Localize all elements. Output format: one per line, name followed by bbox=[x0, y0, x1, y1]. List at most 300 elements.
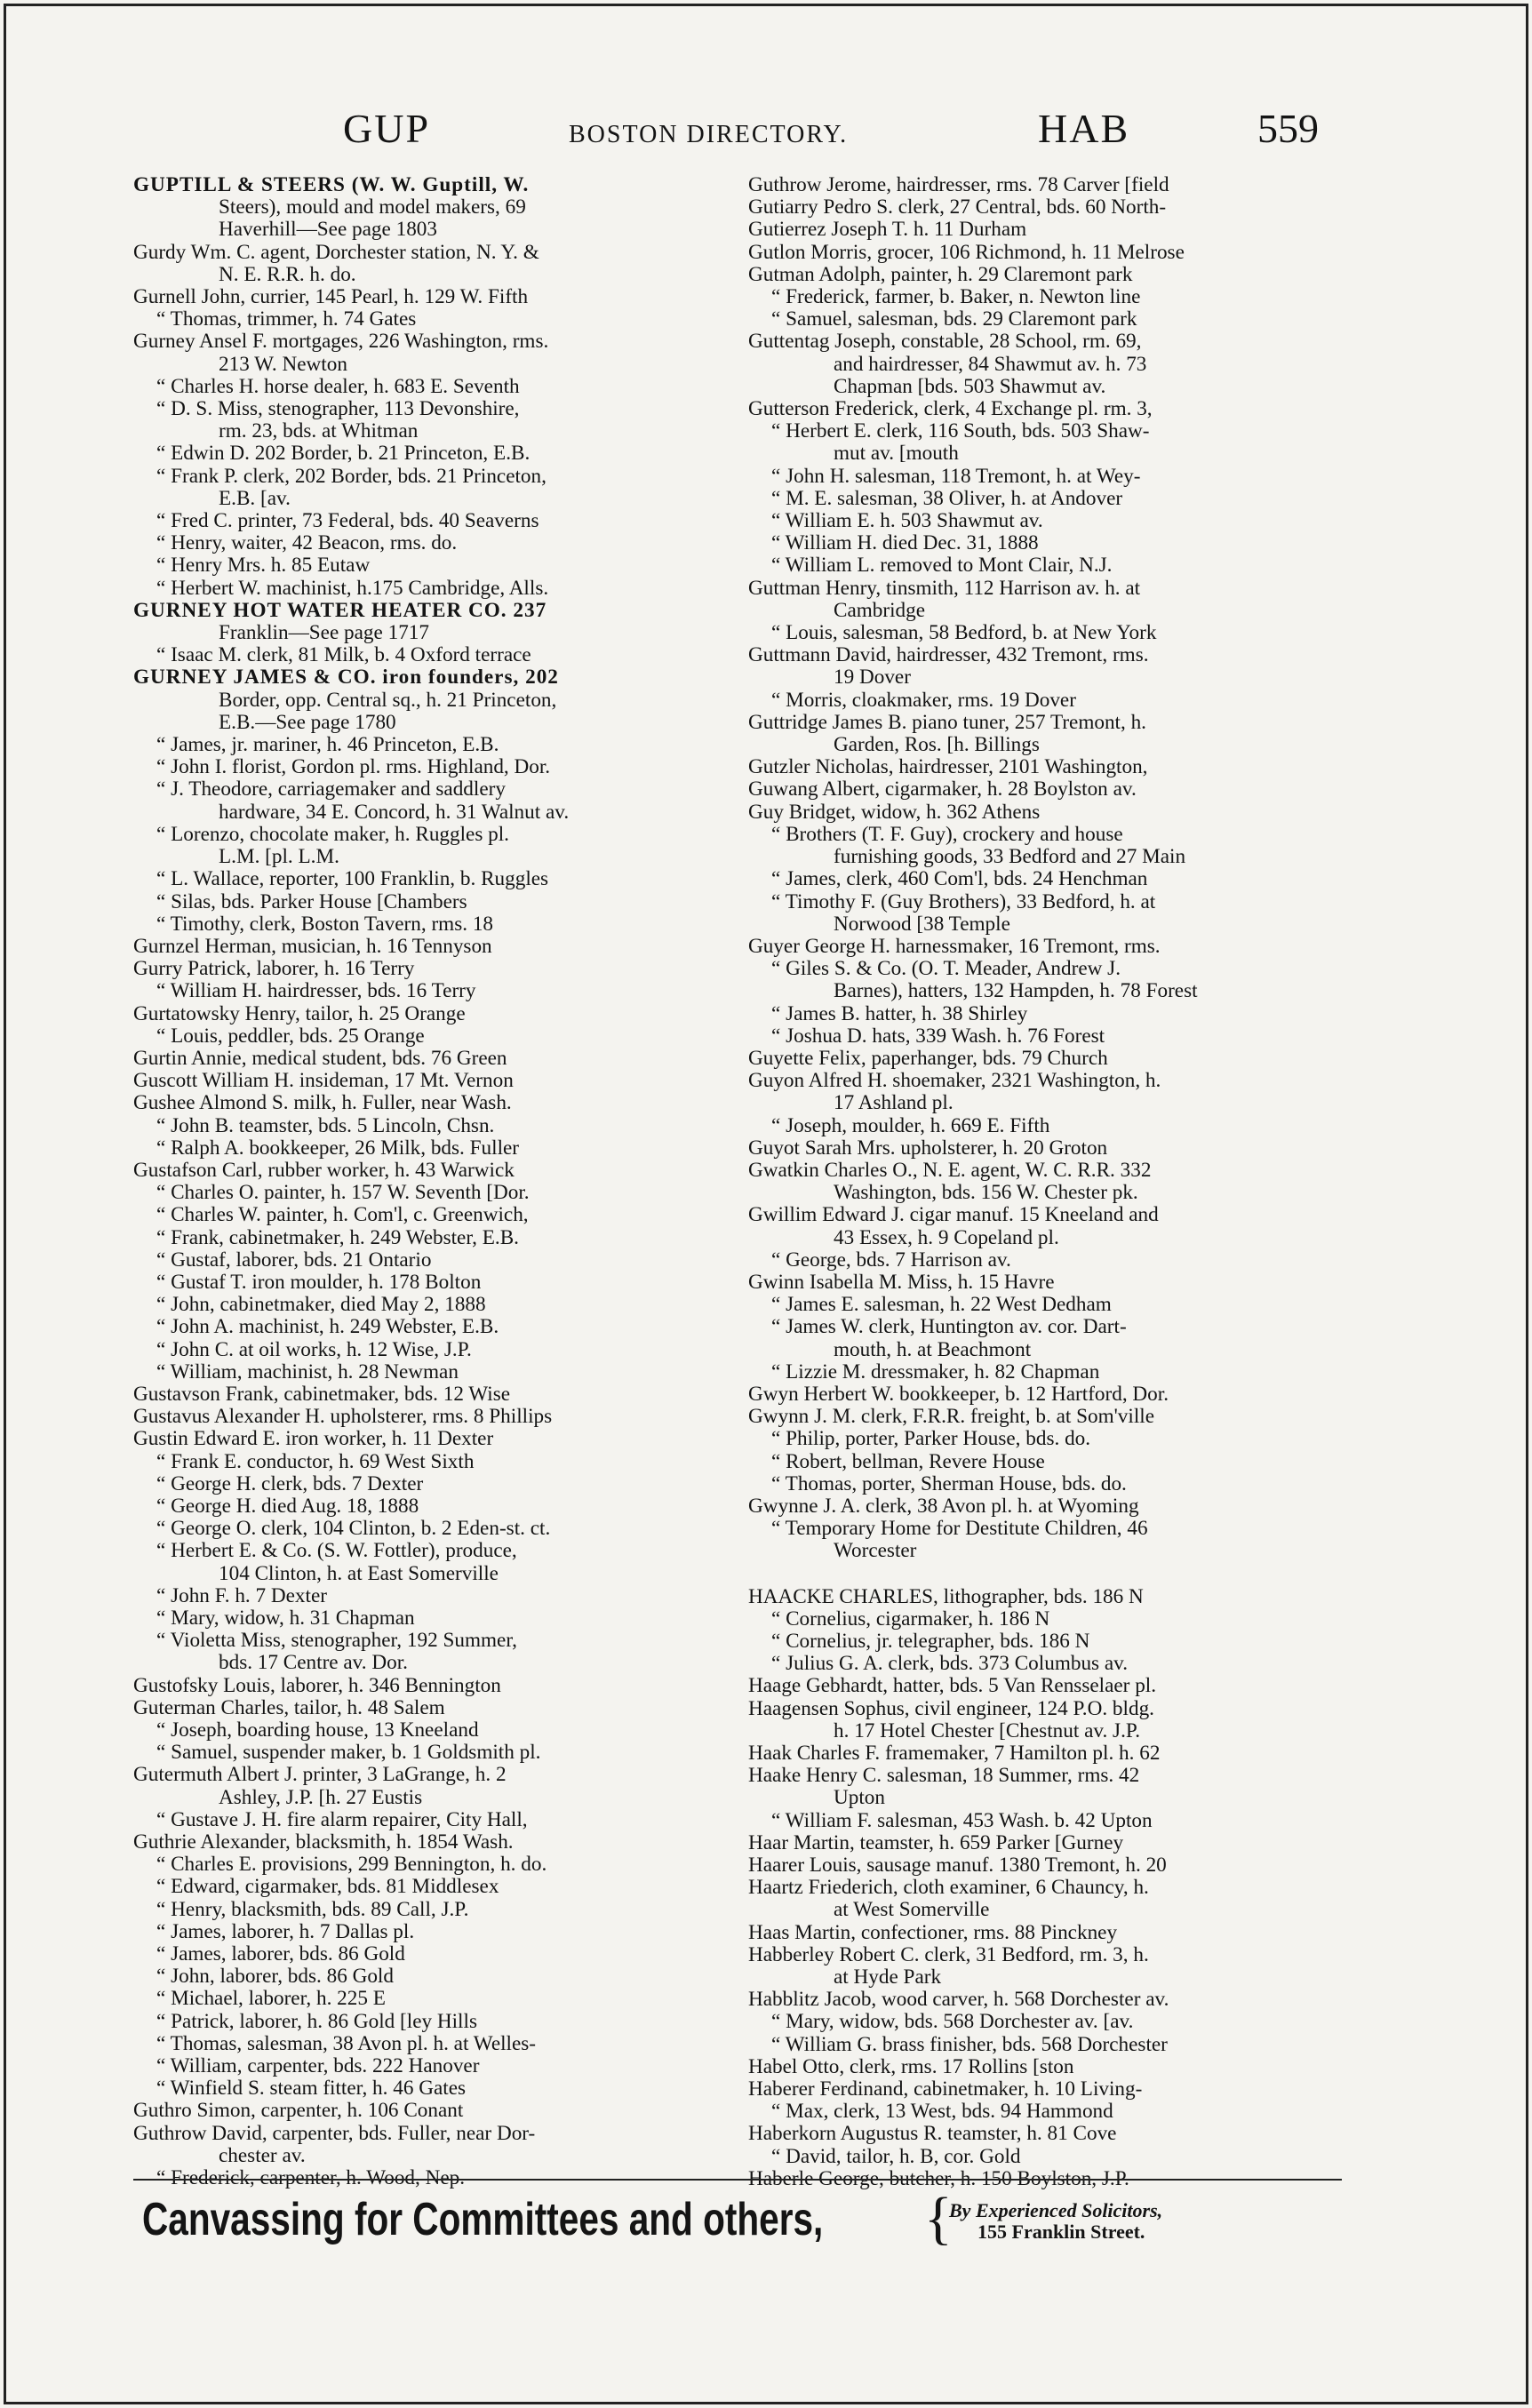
entry-line: “ John H. salesman, 118 Tremont, h. at Wey- bbox=[771, 465, 1141, 488]
entry-line: “ William, carpenter, bds. 222 Hanover bbox=[156, 2055, 480, 2078]
directory-sub-entry bbox=[133, 1137, 715, 1160]
directory-entry bbox=[133, 666, 715, 734]
directory-sub-entry bbox=[748, 488, 1330, 510]
directory-entry bbox=[748, 1495, 1330, 1518]
directory-sub-entry bbox=[133, 1182, 715, 1204]
entry-continuation-line: N. E. R.R. h. do. bbox=[219, 263, 356, 286]
entry-line: “ Cornelius, jr. telegrapher, bds. 186 N bbox=[771, 1631, 1090, 1653]
page-number: 559 bbox=[1257, 106, 1319, 151]
entry-line: Gustafson Carl, rubber worker, h. 43 Warwick bbox=[133, 1159, 515, 1182]
directory-sub-entry bbox=[748, 532, 1330, 554]
footer-advert-text: Canvassing for Committees and others, bbox=[142, 2194, 824, 2245]
entry-line: “ James W. clerk, Huntington av. cor. Dart- bbox=[771, 1316, 1127, 1339]
directory-entry bbox=[748, 778, 1330, 801]
footer-divider bbox=[133, 2179, 1342, 2181]
directory-entry bbox=[748, 398, 1330, 420]
directory-sub-entry bbox=[133, 554, 715, 577]
directory-sub-entry bbox=[133, 578, 715, 600]
entry-line: Haberle George, butcher, h. 150 Boylston, J.P. bbox=[748, 2167, 1129, 2190]
directory-sub-entry bbox=[133, 1988, 715, 2010]
directory-sub-entry bbox=[133, 1227, 715, 1249]
entry-line: “ George O. clerk, 104 Clinton, b. 2 Eden-st. ct. bbox=[156, 1518, 551, 1541]
page-header bbox=[133, 105, 1342, 158]
directory-sub-entry bbox=[133, 644, 715, 666]
entry-line: Habblitz Jacob, wood carver, h. 568 Dorchester av. bbox=[748, 1989, 1169, 2012]
directory-sub-entry bbox=[748, 1631, 1330, 1653]
entry-line: Gurdy Wm. C. agent, Dorchester station, N. Y. & bbox=[133, 241, 539, 264]
entry-line: Haake Henry C. salesman, 18 Summer, rms. 42 bbox=[748, 1765, 1140, 1788]
directory-sub-entry bbox=[748, 1518, 1330, 1562]
entry-line: “ William H. died Dec. 31, 1888 bbox=[771, 532, 1039, 555]
entry-line: “ James B. hatter, h. 38 Shirley bbox=[771, 1002, 1028, 1025]
entry-continuation-line: 19 Dover bbox=[834, 666, 911, 690]
directory-sub-entry bbox=[133, 1742, 715, 1764]
directory-entry bbox=[748, 756, 1330, 778]
entry-line: Gutlon Morris, grocer, 106 Richmond, h. 11 Melrose bbox=[748, 241, 1185, 264]
entry-line: “ Giles S. & Co. (O. T. Meader, Andrew J. bbox=[771, 958, 1121, 981]
entry-line: “ Charles E. provisions, 299 Bennington, h. do. bbox=[156, 1854, 547, 1877]
entry-line: “ Louis, peddler, bds. 25 Orange bbox=[156, 1025, 425, 1048]
entry-line: Haar Martin, teamster, h. 659 Parker [Gurney bbox=[748, 1831, 1124, 1854]
entry-line: “ Cornelius, cigarmaker, h. 186 N bbox=[771, 1607, 1050, 1631]
entry-line: Guthrie Alexander, blacksmith, h. 1854 Wash. bbox=[133, 1831, 514, 1854]
directory-sub-entry bbox=[133, 2033, 715, 2055]
entry-continuation-line: E.B.—See page 1780 bbox=[219, 711, 396, 734]
entry-line: “ Mary, widow, h. 31 Chapman bbox=[156, 1607, 415, 1630]
entry-line: Gutermuth Albert J. printer, 3 LaGrange, h. 2 bbox=[133, 1764, 507, 1787]
entry-line: “ M. E. salesman, 38 Oliver, h. at Andover bbox=[771, 487, 1123, 510]
directory-sub-entry bbox=[748, 1608, 1330, 1631]
entry-line: “ William, machinist, h. 28 Newman bbox=[156, 1360, 459, 1383]
entry-continuation-line: Haverhill—See page 1803 bbox=[219, 219, 437, 242]
directory-sub-entry bbox=[748, 891, 1330, 936]
directory-sub-entry bbox=[133, 532, 715, 554]
entry-line: “ Henry Mrs. h. 85 Eutaw bbox=[156, 554, 371, 578]
directory-sub-entry bbox=[133, 1495, 715, 1518]
entry-line: Gwynne J. A. clerk, 38 Avon pl. h. at Wyoming bbox=[748, 1495, 1139, 1518]
directory-entry bbox=[133, 1092, 715, 1114]
directory-entry bbox=[748, 196, 1330, 219]
entry-line: “ Samuel, salesman, bds. 29 Claremont park bbox=[771, 308, 1137, 331]
directory-entry bbox=[748, 331, 1330, 398]
entry-line: “ Samuel, suspender maker, b. 1 Goldsmith pl. bbox=[156, 1742, 541, 1765]
directory-sub-entry bbox=[133, 1361, 715, 1383]
directory-entry bbox=[748, 1586, 1330, 1608]
footer-brace: { bbox=[924, 2186, 953, 2251]
entry-continuation-line: Barnes), hatters, 132 Hampden, h. 78 Forest bbox=[834, 980, 1198, 1003]
directory-sub-entry bbox=[133, 756, 715, 778]
entry-line: “ Silas, bds. Parker House [Chambers bbox=[156, 890, 467, 913]
entry-line: Habel Otto, clerk, rms. 17 Rollins [ston bbox=[748, 2055, 1074, 2078]
entry-line: “ L. Wallace, reporter, 100 Franklin, b. Ruggles bbox=[156, 868, 549, 891]
entry-continuation-line: Chapman [bds. 503 Shawmut av. bbox=[834, 375, 1106, 398]
entry-line: Gwatkin Charles O., N. E. agent, W. C. R.R. 332 bbox=[748, 1159, 1152, 1182]
directory-entry bbox=[133, 1831, 715, 1854]
entry-line: Gwinn Isabella M. Miss, h. 15 Havre bbox=[748, 1271, 1055, 1294]
entry-continuation-line: Border, opp. Central sq., h. 21 Princeton, bbox=[219, 689, 557, 712]
entry-continuation-line: Franklin—See page 1717 bbox=[219, 622, 429, 645]
directory-entry bbox=[133, 286, 715, 308]
directory-entry bbox=[133, 1406, 715, 1428]
entry-continuation-line: h. 17 Hotel Chester [Chestnut av. J.P. bbox=[834, 1719, 1140, 1742]
entry-line: Guttmann David, hairdresser, 432 Tremont, rms. bbox=[748, 644, 1149, 667]
directory-sub-entry bbox=[748, 1428, 1330, 1450]
entry-line: Guterman Charles, tailor, h. 48 Salem bbox=[133, 1696, 445, 1719]
entry-line: “ William H. hairdresser, bds. 16 Terry bbox=[156, 980, 476, 1003]
entry-line: “ William G. brass finisher, bds. 568 Dorchester bbox=[771, 2033, 1168, 2056]
directory-entry bbox=[133, 1383, 715, 1406]
directory-sub-entry bbox=[748, 1249, 1330, 1272]
entry-line: Gurtin Annie, medical student, bds. 76 Green bbox=[133, 1047, 507, 1070]
entry-continuation-line: Cambridge bbox=[834, 599, 926, 622]
entry-line: “ William E. h. 503 Shawmut av. bbox=[771, 510, 1043, 533]
directory-sub-entry bbox=[748, 286, 1330, 308]
directory-sub-entry bbox=[133, 1540, 715, 1584]
entry-line: “ Edward, cigarmaker, bds. 81 Middlesex bbox=[156, 1876, 499, 1899]
directory-entry bbox=[133, 1764, 715, 1808]
entry-line: “ Timothy, clerk, Boston Tavern, rms. 18 bbox=[156, 913, 494, 936]
directory-entry bbox=[748, 801, 1330, 824]
entry-line: Gwynn J. M. clerk, F.R.R. freight, b. at Som'ville bbox=[748, 1406, 1155, 1429]
entry-line: Guttman Henry, tinsmith, 112 Harrison av. h. at bbox=[748, 577, 1141, 600]
entry-line: “ J. Theodore, carriagemaker and saddlery bbox=[156, 778, 506, 801]
directory-sub-entry bbox=[133, 1585, 715, 1607]
entry-line: “ Gustave J. H. fire alarm repairer, City Hall, bbox=[156, 1808, 528, 1831]
left-column bbox=[133, 174, 715, 2189]
directory-sub-entry bbox=[133, 1294, 715, 1316]
directory-sub-entry bbox=[133, 1518, 715, 1540]
directory-entry bbox=[133, 1048, 715, 1070]
entry-line: “ John I. florist, Gordon pl. rms. Highland, Dor. bbox=[156, 756, 551, 779]
directory-sub-entry bbox=[133, 1876, 715, 1898]
entry-line: “ John, laborer, bds. 86 Gold bbox=[156, 1965, 394, 1989]
entry-line: Haak Charles F. framemaker, 7 Hamilton pl. h. 62 bbox=[748, 1742, 1161, 1766]
entry-line: “ Max, clerk, 13 West, bds. 94 Hammond bbox=[771, 2101, 1113, 2124]
entry-line: Gurnzel Herman, musician, h. 16 Tennyson bbox=[133, 935, 492, 958]
entry-line: “ Mary, widow, bds. 568 Dorchester av. [av. bbox=[771, 2011, 1134, 2034]
directory-sub-entry bbox=[748, 958, 1330, 1002]
entry-line: GURNEY JAMES & CO. iron founders, 202 bbox=[133, 666, 559, 690]
directory-entry bbox=[748, 1048, 1330, 1070]
entry-line: “ William F. salesman, 453 Wash. b. 42 Upton bbox=[771, 1809, 1153, 1832]
directory-entry bbox=[748, 1989, 1330, 2011]
entry-continuation-line: mut av. [mouth bbox=[834, 443, 959, 466]
entry-line: “ John, cabinetmaker, died May 2, 1888 bbox=[156, 1294, 486, 1317]
entry-line: Haagensen Sophus, civil engineer, 124 P.O. bldg. bbox=[748, 1697, 1154, 1720]
directory-sub-entry bbox=[133, 1607, 715, 1630]
entry-continuation-line: mouth, h. at Beachmont bbox=[834, 1338, 1032, 1361]
directory-entry bbox=[748, 1765, 1330, 1809]
directory-sub-entry bbox=[748, 2034, 1330, 2056]
entry-line: “ D. S. Miss, stenographer, 113 Devonshire, bbox=[156, 398, 520, 421]
directory-entry bbox=[133, 242, 715, 286]
directory-sub-entry bbox=[133, 1719, 715, 1742]
directory-entry bbox=[748, 1877, 1330, 1921]
directory-sub-entry bbox=[133, 1339, 715, 1361]
directory-entry bbox=[748, 1070, 1330, 1114]
directory-entry bbox=[133, 958, 715, 980]
directory-sub-entry bbox=[748, 554, 1330, 577]
entry-line: “ Violetta Miss, stenographer, 192 Summer, bbox=[156, 1630, 517, 1653]
entry-line: “ Frank P. clerk, 202 Border, bds. 21 Princeton, bbox=[156, 465, 547, 488]
entry-continuation-line: Norwood [38 Temple bbox=[834, 913, 1010, 936]
directory-sub-entry bbox=[748, 622, 1330, 644]
entry-line: Gustin Edward E. iron worker, h. 11 Dexter bbox=[133, 1428, 494, 1451]
entry-line: Gutiarry Pedro S. clerk, 27 Central, bds. 60 North- bbox=[748, 196, 1167, 219]
directory-entry bbox=[748, 1742, 1330, 1765]
directory-sub-entry bbox=[748, 2011, 1330, 2033]
directory-sub-entry bbox=[133, 466, 715, 510]
directory-sub-entry bbox=[748, 2101, 1330, 2123]
directory-sub-entry bbox=[133, 824, 715, 868]
directory-sub-entry bbox=[133, 443, 715, 465]
directory-sub-entry bbox=[748, 1316, 1330, 1360]
directory-sub-entry bbox=[748, 1115, 1330, 1137]
entry-line: Gurtatowsky Henry, tailor, h. 25 Orange bbox=[133, 1002, 466, 1025]
entry-line: “ Henry, waiter, 42 Beacon, rms. do. bbox=[156, 532, 458, 555]
entry-continuation-line: at West Somerville bbox=[834, 1899, 990, 1922]
entry-line: “ Temporary Home for Destitute Children, 46 bbox=[771, 1518, 1148, 1541]
entry-continuation-line: L.M. [pl. L.M. bbox=[219, 846, 339, 869]
entry-line: Gutzler Nicholas, hairdresser, 2101 Washington, bbox=[748, 756, 1148, 779]
directory-sub-entry bbox=[133, 1630, 715, 1674]
directory-entry bbox=[748, 2123, 1330, 2145]
entry-line: “ Edwin D. 202 Border, b. 21 Princeton, E.B. bbox=[156, 443, 531, 466]
directory-sub-entry bbox=[133, 1921, 715, 1943]
entry-line: Guttentag Joseph, constable, 28 School, rm. 69, bbox=[748, 331, 1142, 354]
entry-line: “ David, tailor, h. B, cor. Gold bbox=[771, 2145, 1021, 2168]
entry-line: “ Patrick, laborer, h. 86 Gold [ley Hills bbox=[156, 2010, 477, 2033]
entry-line: Haas Martin, confectioner, rms. 88 Pinckney bbox=[748, 1921, 1118, 1944]
entry-line: “ Thomas, trimmer, h. 74 Gates bbox=[156, 308, 417, 331]
entry-line: “ Herbert W. machinist, h.175 Cambridge, Alls. bbox=[156, 577, 549, 600]
directory-sub-entry bbox=[133, 2011, 715, 2033]
entry-line: “ Fred C. printer, 73 Federal, bds. 40 Seaverns bbox=[156, 510, 539, 533]
entry-line: Guyette Felix, paperhanger, bds. 79 Church bbox=[748, 1047, 1108, 1070]
directory-entry bbox=[133, 1428, 715, 1450]
entry-line: “ John F. h. 7 Dexter bbox=[156, 1584, 327, 1607]
directory-sub-entry bbox=[133, 1025, 715, 1048]
footer-advert-detail bbox=[949, 2200, 1162, 2243]
directory-sub-entry bbox=[133, 398, 715, 443]
entry-line: “ Julius G. A. clerk, bds. 373 Columbus av. bbox=[771, 1653, 1129, 1676]
directory-sub-entry bbox=[133, 778, 715, 823]
directory-sub-entry bbox=[133, 2055, 715, 2077]
entry-line: “ Frederick, carpenter, h. Wood, Nep. bbox=[156, 2167, 466, 2190]
entry-continuation-line: Washington, bds. 156 W. Chester pk. bbox=[834, 1182, 1138, 1205]
entry-continuation-line: hardware, 34 E. Concord, h. 31 Walnut av. bbox=[219, 801, 570, 824]
entry-line: Gurry Patrick, laborer, h. 16 Terry bbox=[133, 958, 415, 981]
entry-line: “ Thomas, porter, Sherman House, bds. do. bbox=[771, 1472, 1127, 1495]
directory-entry bbox=[133, 1070, 715, 1092]
entry-line: Guthro Simon, carpenter, h. 106 Conant bbox=[133, 2100, 464, 2123]
footer-advert-line-1: By Experienced Solicitors, bbox=[949, 2199, 1163, 2221]
directory-entry bbox=[748, 1675, 1330, 1697]
entry-line: “ Louis, salesman, 58 Bedford, b. at New York bbox=[771, 622, 1157, 645]
directory-entry bbox=[748, 2078, 1330, 2101]
directory-sub-entry bbox=[133, 1899, 715, 1921]
entry-line: “ Isaac M. clerk, 81 Milk, b. 4 Oxford terrace bbox=[156, 644, 531, 667]
directory-sub-entry bbox=[133, 376, 715, 398]
entry-line: “ Frederick, farmer, b. Baker, n. Newton line bbox=[771, 286, 1141, 309]
entry-line: “ Gustaf T. iron moulder, h. 178 Bolton bbox=[156, 1271, 482, 1294]
directory-entry bbox=[133, 174, 715, 242]
entry-line: Guyot Sarah Mrs. upholsterer, h. 20 Groton bbox=[748, 1136, 1108, 1160]
directory-sub-entry bbox=[133, 308, 715, 331]
directory-sub-entry bbox=[133, 1204, 715, 1226]
directory-sub-entry bbox=[748, 868, 1330, 890]
entry-continuation-line: rm. 23, bds. at Whitman bbox=[219, 420, 419, 443]
header-left-guide: GUP bbox=[343, 106, 431, 151]
directory-entry bbox=[748, 2056, 1330, 2078]
entry-line: “ Lorenzo, chocolate maker, h. Ruggles pl. bbox=[156, 823, 509, 846]
entry-line: “ James E. salesman, h. 22 West Dedham bbox=[771, 1294, 1112, 1317]
entry-line: “ Thomas, salesman, 38 Avon pl. h. at Welles- bbox=[156, 2032, 537, 2055]
directory-sub-entry bbox=[748, 690, 1330, 712]
directory-sub-entry bbox=[748, 824, 1330, 868]
header-title: BOSTON DIRECTORY. bbox=[569, 121, 849, 148]
entry-line: Haberkorn Augustus R. teamster, h. 81 Cove bbox=[748, 2123, 1117, 2146]
entry-continuation-line: Garden, Ros. [h. Billings bbox=[834, 734, 1040, 757]
entry-line: Guttridge James B. piano tuner, 257 Tremont, h. bbox=[748, 711, 1146, 734]
directory-entry bbox=[748, 936, 1330, 958]
directory-sub-entry bbox=[748, 420, 1330, 465]
entry-line: Gutman Adolph, painter, h. 29 Claremont park bbox=[748, 263, 1133, 286]
entry-continuation-line: 213 W. Newton bbox=[219, 353, 347, 376]
entry-line: “ Ralph A. bookkeeper, 26 Milk, bds. Fuller bbox=[156, 1136, 520, 1160]
directory-entry bbox=[133, 331, 715, 375]
directory-sub-entry bbox=[133, 1943, 715, 1965]
directory-entry bbox=[748, 1406, 1330, 1428]
entry-line: “ William L. removed to Mont Clair, N.J. bbox=[771, 554, 1113, 578]
entry-line: Guthrow Jerome, hairdresser, rms. 78 Carver [field bbox=[748, 174, 1169, 196]
entry-line: “ Michael, laborer, h. 225 E bbox=[156, 1988, 386, 2011]
entry-line: “ Winfield S. steam fitter, h. 46 Gates bbox=[156, 2077, 467, 2101]
entry-continuation-line: Steers), mould and model makers, 69 bbox=[219, 196, 526, 219]
directory-sub-entry bbox=[748, 308, 1330, 331]
entry-line: “ Joseph, boarding house, 13 Kneeland bbox=[156, 1719, 479, 1742]
entry-continuation-line: chester av. bbox=[219, 2144, 306, 2167]
directory-sub-entry bbox=[133, 2077, 715, 2100]
directory-sub-entry bbox=[748, 1451, 1330, 1473]
entry-line: Guwang Albert, cigarmaker, h. 28 Boylston av. bbox=[748, 778, 1137, 801]
advertisement-footer bbox=[142, 2186, 1342, 2273]
entry-line: Haage Gebhardt, hatter, bds. 5 Van Rensselaer pl. bbox=[748, 1675, 1157, 1698]
entry-line: “ Gustaf, laborer, bds. 21 Ontario bbox=[156, 1248, 432, 1272]
directory-sub-entry bbox=[748, 510, 1330, 532]
entry-line: Gwillim Edward J. cigar manuf. 15 Kneeland and bbox=[748, 1204, 1159, 1227]
entry-line: HAACKE CHARLES, lithographer, bds. 186 N bbox=[748, 1585, 1144, 1608]
directory-entry bbox=[133, 1675, 715, 1697]
entry-line: “ Charles O. painter, h. 157 W. Seventh [Dor. bbox=[156, 1182, 530, 1205]
entry-line: Guthrow David, carpenter, bds. Fuller, near Dor- bbox=[133, 2122, 536, 2145]
directory-sub-entry bbox=[133, 1451, 715, 1473]
entry-line: Gurnell John, currier, 145 Pearl, h. 129 W. Fifth bbox=[133, 286, 529, 309]
directory-entry bbox=[748, 712, 1330, 756]
directory-sub-entry bbox=[748, 1653, 1330, 1675]
directory-entry bbox=[748, 264, 1330, 286]
entry-line: Guyon Alfred H. shoemaker, 2321 Washington, h. bbox=[748, 1070, 1161, 1093]
entry-line: “ Herbert E. & Co. (S. W. Fottler), produce, bbox=[156, 1540, 517, 1563]
directory-entry bbox=[748, 1854, 1330, 1877]
directory-sub-entry bbox=[748, 1003, 1330, 1025]
entry-line: Haartz Friederich, cloth examiner, 6 Chauncy, h. bbox=[748, 1877, 1149, 1900]
entry-line: “ James, laborer, bds. 86 Gold bbox=[156, 1943, 405, 1966]
directory-entry bbox=[133, 1697, 715, 1719]
entry-continuation-line: E.B. [av. bbox=[219, 487, 291, 510]
entry-line: “ Robert, bellman, Revere House bbox=[771, 1450, 1045, 1473]
directory-sub-entry bbox=[133, 1809, 715, 1831]
header-right-guide: HAB bbox=[1038, 106, 1130, 151]
directory-sub-entry bbox=[133, 1316, 715, 1338]
entry-line: Haarer Louis, sausage manuf. 1380 Tremont, h. 20 bbox=[748, 1854, 1167, 1878]
entry-continuation-line: 104 Clinton, h. at East Somerville bbox=[219, 1562, 499, 1585]
directory-entry bbox=[748, 1922, 1330, 1944]
directory-entry bbox=[748, 1272, 1330, 1294]
directory-sub-entry bbox=[133, 1115, 715, 1137]
directory-sub-entry bbox=[133, 980, 715, 1002]
entry-line: Gustavson Frank, cabinetmaker, bds. 12 Wise bbox=[133, 1383, 511, 1406]
directory-sub-entry bbox=[748, 1025, 1330, 1048]
right-column bbox=[748, 174, 1330, 2190]
entry-line: Habberley Robert C. clerk, 31 Bedford, rm. 3, h. bbox=[748, 1943, 1149, 1966]
directory-entry bbox=[133, 936, 715, 958]
entry-line: “ Herbert E. clerk, 116 South, bds. 503 Shaw- bbox=[771, 420, 1150, 443]
directory-entry bbox=[133, 600, 715, 644]
directory-entry bbox=[133, 2100, 715, 2122]
entry-line: “ Frank E. conductor, h. 69 West Sixth bbox=[156, 1450, 475, 1473]
entry-continuation-line: Ashley, J.P. [h. 27 Eustis bbox=[219, 1786, 423, 1809]
entry-continuation-line: furnishing goods, 33 Bedford and 27 Main bbox=[834, 846, 1186, 869]
directory-sub-entry bbox=[748, 1810, 1330, 1832]
directory-entry bbox=[748, 644, 1330, 689]
directory-entry bbox=[133, 2123, 715, 2167]
entry-line: “ Charles W. painter, h. Com'l, c. Greenwich, bbox=[156, 1204, 529, 1227]
entry-line: Guy Bridget, widow, h. 362 Athens bbox=[748, 801, 1041, 824]
entry-line: “ James, laborer, h. 7 Dallas pl. bbox=[156, 1920, 415, 1943]
entry-line: “ Frank, cabinetmaker, h. 249 Webster, E.B. bbox=[156, 1226, 519, 1249]
entry-line: “ John C. at oil works, h. 12 Wise, J.P. bbox=[156, 1338, 472, 1361]
entry-continuation-line: 43 Essex, h. 9 Copeland pl. bbox=[834, 1226, 1059, 1249]
directory-sub-entry bbox=[133, 1249, 715, 1272]
entry-line: “ Timothy F. (Guy Brothers), 33 Bedford, h. at bbox=[771, 890, 1156, 913]
entry-line: “ George, bds. 7 Harrison av. bbox=[771, 1248, 1011, 1272]
directory-entry bbox=[748, 1383, 1330, 1406]
entry-line: “ Morris, cloakmaker, rms. 19 Dover bbox=[771, 689, 1076, 712]
entry-line: Gutterson Frederick, clerk, 4 Exchange pl. rm. 3, bbox=[748, 398, 1153, 421]
entry-line: Gurney Ansel F. mortgages, 226 Washington, rms. bbox=[133, 331, 549, 354]
directory-entry bbox=[748, 174, 1330, 196]
directory-sub-entry bbox=[748, 466, 1330, 488]
directory-sub-entry bbox=[133, 734, 715, 756]
entry-line: “ John B. teamster, bds. 5 Lincoln, Chsn. bbox=[156, 1114, 495, 1137]
entry-line: GUPTILL & STEERS (W. W. Guptill, W. bbox=[133, 174, 530, 196]
directory-sub-entry bbox=[133, 510, 715, 532]
entry-line: “ Henry, blacksmith, bds. 89 Call, J.P. bbox=[156, 1898, 469, 1921]
entry-line: “ George H. died Aug. 18, 1888 bbox=[156, 1495, 419, 1518]
entry-continuation-line: and hairdresser, 84 Shawmut av. h. 73 bbox=[834, 353, 1147, 376]
directory-sub-entry bbox=[133, 868, 715, 890]
entry-line: “ James, jr. mariner, h. 46 Princeton, E.B. bbox=[156, 734, 499, 757]
entry-line: Gwyn Herbert W. bookkeeper, b. 12 Hartford, Dor. bbox=[748, 1383, 1169, 1406]
entry-continuation-line: bds. 17 Centre av. Dor. bbox=[219, 1652, 408, 1675]
entry-line: “ Philip, porter, Parker House, bds. do. bbox=[771, 1428, 1091, 1451]
footer-advert-line-2: 155 Franklin Street. bbox=[977, 2221, 1145, 2243]
directory-sub-entry bbox=[133, 913, 715, 936]
entry-line: “ Joseph, moulder, h. 669 E. Fifth bbox=[771, 1114, 1050, 1137]
entry-continuation-line: Worcester bbox=[834, 1540, 917, 1563]
entry-line: Gushee Almond S. milk, h. Fuller, near Wash. bbox=[133, 1092, 512, 1115]
